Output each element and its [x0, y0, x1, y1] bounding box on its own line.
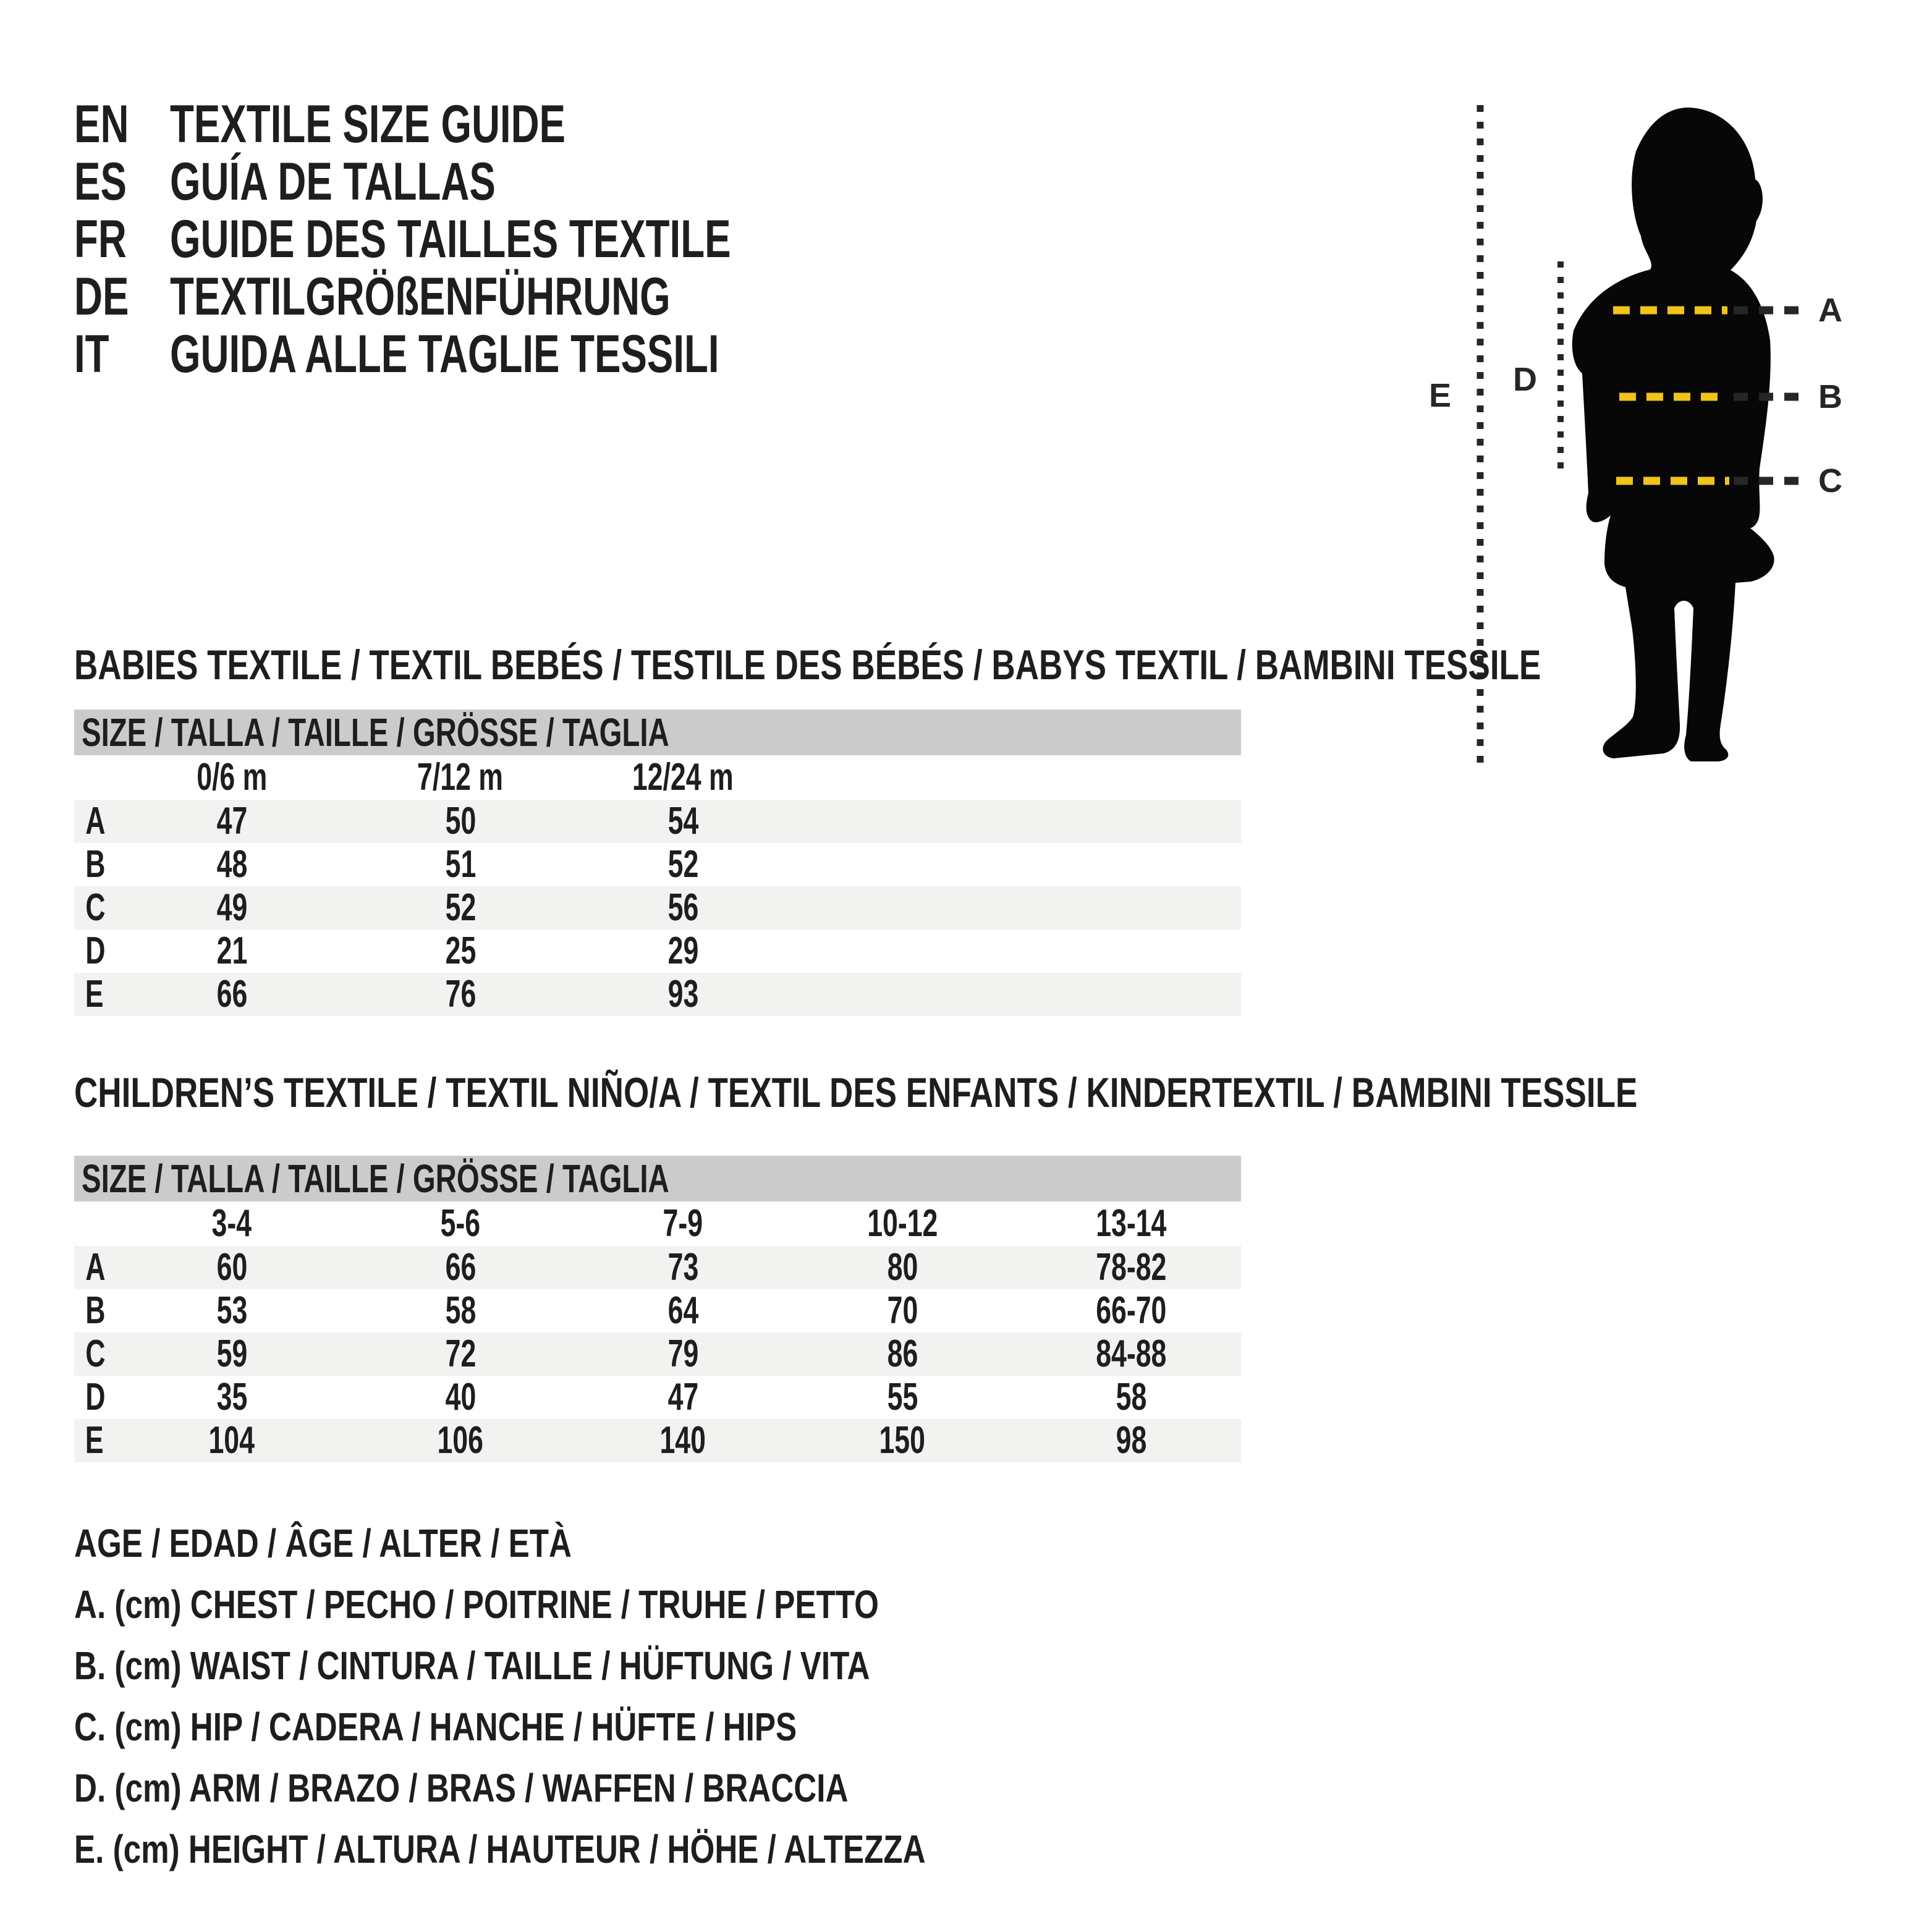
value-cell: 66 — [216, 973, 247, 1015]
value-cell: 64 — [667, 1289, 698, 1332]
children-column-header: 3-4 — [211, 1202, 252, 1245]
value-cell: 86 — [887, 1332, 918, 1375]
row-label: E — [85, 973, 104, 1015]
legend-line-arm: D. (cm) ARM / BRAZO / BRAS / WAFFEN / BRACCIA — [74, 1766, 849, 1810]
babies-row-c — [74, 886, 1241, 930]
value-cell: 35 — [216, 1376, 247, 1418]
value-cell: 66 — [445, 1246, 476, 1289]
children-row-c — [74, 1332, 1241, 1376]
value-cell: 51 — [445, 843, 476, 886]
children-size-table — [74, 1156, 1241, 1462]
children-column-header: 10-12 — [866, 1202, 938, 1245]
babies-table-header-bar — [74, 710, 1241, 755]
lang-title-en: TEXTILE SIZE GUIDE — [170, 95, 566, 154]
value-cell: 58 — [445, 1289, 476, 1332]
row-label: C — [85, 886, 106, 929]
lang-code-it: IT — [74, 324, 109, 384]
figure-label-e: E — [1429, 377, 1452, 414]
row-label: B — [85, 1289, 106, 1332]
row-label: A — [85, 800, 106, 842]
babies-table-header-label: SIZE / TALLA / TAILLE / GRÖSSE / TAGLIA — [82, 710, 669, 755]
value-cell: 56 — [667, 886, 698, 929]
value-cell: 52 — [667, 843, 698, 886]
lang-row-it — [74, 326, 1187, 383]
value-cell: 76 — [445, 973, 476, 1015]
lang-title-es: GUÍA DE TALLAS — [170, 152, 496, 211]
row-label: D — [85, 1376, 106, 1418]
value-cell: 80 — [887, 1246, 918, 1289]
value-cell: 21 — [216, 930, 247, 972]
row-label: E — [85, 1419, 104, 1462]
row-label: D — [85, 930, 106, 972]
value-cell: 59 — [216, 1332, 247, 1375]
children-table-header-label: SIZE / TALLA / TAILLE / GRÖSSE / TAGLIA — [82, 1156, 669, 1201]
figure-label-b: B — [1818, 378, 1842, 415]
lang-row-de — [74, 268, 1187, 326]
legend-line-hip: C. (cm) HIP / CADERA / HANCHE / HÜFTE / HIPS — [74, 1705, 797, 1749]
value-cell: 50 — [445, 800, 476, 842]
children-row-d — [74, 1376, 1241, 1419]
measurement-figure — [1409, 87, 1932, 803]
value-cell: 93 — [667, 973, 698, 1015]
children-column-header: 5-6 — [440, 1202, 481, 1245]
value-cell: 79 — [667, 1332, 698, 1375]
lang-row-es — [74, 153, 1187, 211]
babies-row-e — [74, 973, 1241, 1016]
value-cell: 78-82 — [1095, 1246, 1167, 1289]
lang-title-fr: GUIDE DES TAILLES TEXTILE — [170, 210, 731, 269]
babies-size-table — [74, 710, 1241, 1016]
value-cell: 70 — [887, 1289, 918, 1332]
lang-title-it: GUIDA ALLE TAGLIE TESSILI — [170, 324, 719, 384]
value-cell: 40 — [445, 1376, 476, 1418]
value-cell: 106 — [437, 1419, 484, 1462]
babies-row-b — [74, 843, 1241, 886]
value-cell: 104 — [208, 1419, 255, 1462]
value-cell: 29 — [667, 930, 698, 972]
value-cell: 49 — [216, 886, 247, 929]
lang-code-de: DE — [74, 267, 129, 326]
value-cell: 53 — [216, 1289, 247, 1332]
lang-code-en: EN — [74, 95, 129, 154]
children-section-title: CHILDREN’S TEXTILE / TEXTIL NIÑO/A / TEXTIL DES ENFANTS / KINDERTEXTIL / BAMBINI TESSILE — [74, 1069, 1638, 1116]
legend-line-height: E. (cm) HEIGHT / ALTURA / HAUTEUR / HÖHE / ALTEZZA — [74, 1827, 926, 1871]
children-column-headers — [74, 1201, 1241, 1246]
value-cell: 55 — [887, 1376, 918, 1418]
value-cell: 84-88 — [1095, 1332, 1167, 1375]
babies-row-d — [74, 930, 1241, 973]
children-row-a — [74, 1246, 1241, 1289]
value-cell: 25 — [445, 930, 476, 972]
row-label: A — [85, 1246, 106, 1289]
legend-line-chest: A. (cm) CHEST / PECHO / POITRINE / TRUHE / PETTO — [74, 1582, 879, 1627]
value-cell: 98 — [1116, 1419, 1146, 1462]
children-column-header: 7-9 — [663, 1202, 703, 1245]
value-cell: 58 — [1116, 1376, 1146, 1418]
babies-row-a — [74, 800, 1241, 843]
babies-column-header: 7/12 m — [417, 756, 504, 799]
value-cell: 66-70 — [1095, 1289, 1167, 1332]
figure-label-c: C — [1818, 462, 1842, 499]
row-label: C — [85, 1332, 106, 1375]
children-row-b — [74, 1289, 1241, 1332]
row-label: B — [85, 843, 106, 886]
value-cell: 150 — [879, 1419, 926, 1462]
figure-label-a: A — [1818, 292, 1842, 329]
children-column-header: 13-14 — [1095, 1202, 1167, 1245]
lang-row-fr — [74, 211, 1187, 268]
babies-column-header: 12/24 m — [632, 756, 734, 799]
children-table-header-bar — [74, 1156, 1241, 1201]
legend-line-age: AGE / EDAD / ÂGE / ALTER / ETÀ — [74, 1521, 572, 1566]
lang-code-fr: FR — [74, 210, 127, 269]
babies-section-title: BABIES TEXTILE / TEXTIL BEBÉS / TESTILE DES BÉBÉS / BABYS TEXTIL / BAMBINI TESSILE — [74, 642, 1541, 688]
babies-column-header: 0/6 m — [196, 756, 268, 799]
value-cell: 48 — [216, 843, 247, 886]
value-cell: 47 — [216, 800, 247, 842]
children-row-e — [74, 1419, 1241, 1462]
babies-column-headers — [74, 755, 1241, 800]
lang-code-es: ES — [74, 152, 127, 211]
figure-label-d: D — [1513, 361, 1537, 398]
legend-line-waist: B. (cm) WAIST / CINTURA / TAILLE / HÜFTUNG / VITA — [74, 1643, 870, 1688]
value-cell: 47 — [667, 1376, 698, 1418]
value-cell: 73 — [667, 1246, 698, 1289]
lang-row-en — [74, 96, 1187, 153]
value-cell: 52 — [445, 886, 476, 929]
value-cell: 72 — [445, 1332, 476, 1375]
value-cell: 54 — [667, 800, 698, 842]
lang-title-de: TEXTILGRÖßENFÜHRUNG — [170, 267, 671, 326]
value-cell: 140 — [659, 1419, 706, 1462]
value-cell: 60 — [216, 1246, 247, 1289]
